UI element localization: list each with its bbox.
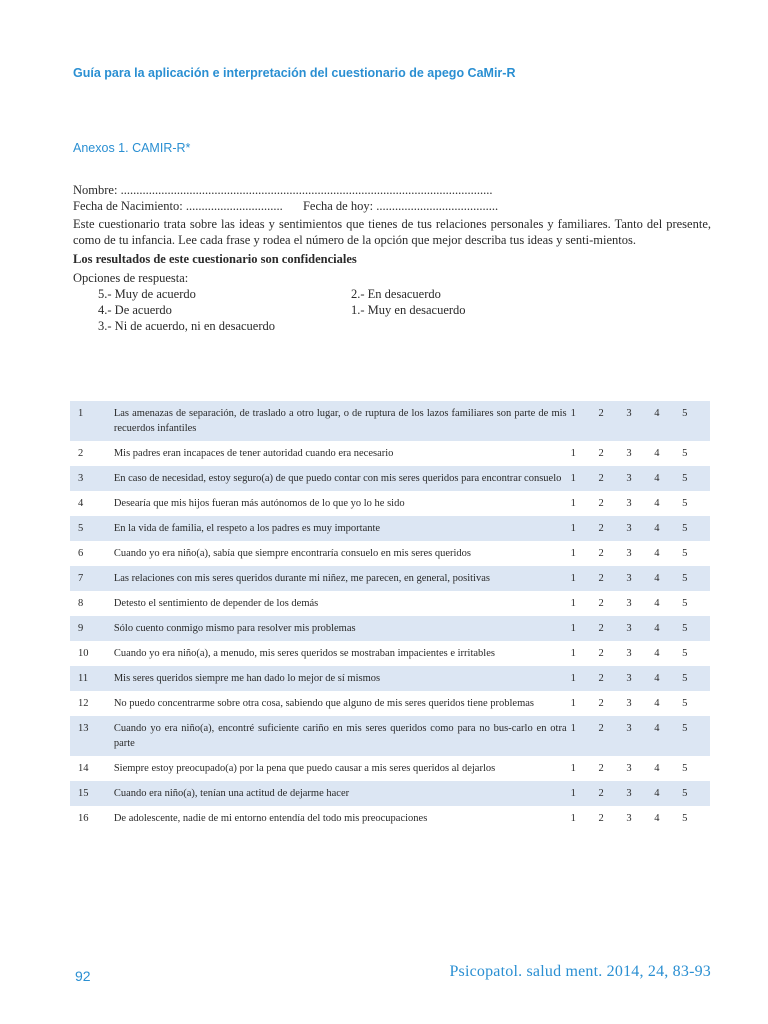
table-row bbox=[70, 806, 710, 831]
response-option-2[interactable]: 2 bbox=[598, 516, 626, 541]
response-option-1[interactable]: 1 bbox=[571, 781, 599, 806]
response-option-2[interactable]: 2 bbox=[598, 648, 604, 659]
item-number: 5 bbox=[70, 516, 114, 541]
response-option-4[interactable]: 4 bbox=[654, 466, 682, 491]
response-option-5[interactable]: 5 bbox=[682, 448, 688, 459]
response-option-1[interactable]: 1 bbox=[570, 598, 576, 609]
item-number: 8 bbox=[78, 598, 84, 609]
birth-date-label: Fecha de Nacimiento: bbox=[73, 199, 183, 213]
response-option-3[interactable]: 3 bbox=[626, 781, 654, 806]
page-number: 92 bbox=[75, 968, 91, 984]
item-number: 14 bbox=[78, 763, 89, 774]
response-option-2[interactable]: 2 bbox=[598, 763, 604, 774]
item-statement: En caso de necesidad, estoy seguro(a) de que puedo contar con mis seres queridos para encontrar consuelo bbox=[114, 466, 571, 491]
response-option-1[interactable]: 1 bbox=[570, 698, 576, 709]
response-option-1[interactable]: 1 bbox=[571, 516, 599, 541]
table-row bbox=[70, 441, 710, 466]
response-option-1[interactable]: 1 bbox=[571, 716, 599, 756]
table-row bbox=[70, 641, 710, 666]
item-number: 11 bbox=[70, 666, 114, 691]
response-option-4[interactable]: 4 bbox=[654, 781, 682, 806]
response-option-5[interactable]: 5 bbox=[682, 813, 688, 824]
response-option-5[interactable]: 5 bbox=[682, 516, 710, 541]
response-option-1[interactable]: 1 bbox=[571, 401, 599, 441]
response-option-4[interactable]: 4 bbox=[654, 548, 660, 559]
item-statement: Cuando yo era niño(a), a menudo, mis seres queridos se mostraban impacientes e irritables bbox=[113, 648, 495, 659]
birth-date-field: ............................... bbox=[185, 199, 283, 213]
response-option-5[interactable]: 5 bbox=[682, 466, 710, 491]
response-option-2[interactable]: 2 bbox=[598, 716, 626, 756]
response-option-3[interactable]: 3 bbox=[626, 466, 654, 491]
options-heading: Opciones de respuesta: bbox=[73, 271, 189, 285]
today-date-label: Fecha de hoy: bbox=[302, 199, 374, 213]
item-statement: Cuando era niño(a), tenían una actitud de dejarme hacer bbox=[114, 781, 571, 806]
item-statement: Sólo cuento conmigo mismo para resolver mis problemas bbox=[114, 616, 571, 641]
response-option-1[interactable]: 1 bbox=[570, 763, 576, 774]
response-option-1[interactable]: 1 bbox=[571, 466, 599, 491]
item-statement: Mis padres eran incapaces de tener autoridad cuando era necesario bbox=[113, 448, 394, 459]
item-statement: En la vida de familia, el respeto a los padres es muy importante bbox=[114, 516, 571, 541]
response-option-3[interactable]: 3 bbox=[626, 616, 654, 641]
option-4: 4.- De acuerdo bbox=[98, 303, 172, 317]
response-option-2[interactable]: 2 bbox=[598, 401, 626, 441]
item-statement: Las relaciones con mis seres queridos durante mi niñez, me parecen, en general, positivas bbox=[114, 566, 571, 591]
item-number: 13 bbox=[70, 716, 114, 756]
instructions: Este cuestionario trata sobre las ideas y sentimientos que tienes de tus relaciones personales y familiares. Tanto del presente, como de tu infancia. Lee cada frase y rodea el número de la opción que mejor describa tus ideas y senti-mientos. bbox=[73, 217, 711, 247]
item-number: 6 bbox=[78, 548, 84, 559]
response-option-5[interactable]: 5 bbox=[682, 781, 710, 806]
table-row bbox=[70, 666, 710, 691]
table-row bbox=[70, 541, 710, 566]
response-options bbox=[73, 286, 711, 336]
table-row bbox=[70, 491, 710, 516]
item-number: 1 bbox=[70, 401, 114, 441]
option-3: 3.- Ni de acuerdo, ni en desacuerdo bbox=[98, 319, 276, 333]
response-option-5[interactable]: 5 bbox=[682, 548, 688, 559]
response-option-3[interactable]: 3 bbox=[626, 698, 632, 709]
response-option-2[interactable]: 2 bbox=[598, 666, 626, 691]
response-option-1[interactable]: 1 bbox=[570, 648, 576, 659]
response-option-4[interactable]: 4 bbox=[654, 598, 660, 609]
response-option-2[interactable]: 2 bbox=[598, 498, 604, 509]
response-option-4[interactable]: 4 bbox=[654, 401, 682, 441]
table-row bbox=[70, 401, 710, 441]
response-option-3[interactable]: 3 bbox=[626, 763, 632, 774]
name-field: ....................................................................................................................... bbox=[120, 183, 493, 197]
items-table bbox=[70, 401, 710, 831]
response-option-5[interactable]: 5 bbox=[682, 648, 688, 659]
response-option-5[interactable]: 5 bbox=[682, 716, 710, 756]
response-option-4[interactable]: 4 bbox=[654, 648, 660, 659]
option-1: 1.- Muy en desacuerdo bbox=[351, 303, 466, 317]
response-option-3[interactable]: 3 bbox=[626, 448, 632, 459]
response-option-2[interactable]: 2 bbox=[598, 448, 604, 459]
table-row bbox=[70, 591, 710, 616]
response-option-4[interactable]: 4 bbox=[654, 666, 682, 691]
item-statement: Mis seres queridos siempre me han dado lo mejor de sí mismos bbox=[114, 666, 571, 691]
response-option-5[interactable]: 5 bbox=[682, 698, 688, 709]
response-option-2[interactable]: 2 bbox=[598, 781, 626, 806]
response-option-1[interactable]: 1 bbox=[570, 813, 576, 824]
response-option-1[interactable]: 1 bbox=[571, 616, 599, 641]
item-number: 9 bbox=[70, 616, 114, 641]
response-option-3[interactable]: 3 bbox=[626, 498, 632, 509]
response-option-3[interactable]: 3 bbox=[626, 566, 654, 591]
option-5: 5.- Muy de acuerdo bbox=[98, 287, 196, 301]
option-2: 2.- En desacuerdo bbox=[351, 287, 441, 301]
response-option-5[interactable]: 5 bbox=[682, 401, 710, 441]
item-statement: Cuando yo era niño(a), sabía que siempre encontraría consuelo en mis seres queridos bbox=[113, 548, 472, 559]
response-option-2[interactable]: 2 bbox=[598, 466, 626, 491]
response-option-4[interactable]: 4 bbox=[654, 698, 660, 709]
response-option-4[interactable]: 4 bbox=[654, 763, 660, 774]
questionnaire-header bbox=[73, 182, 711, 336]
item-number: 12 bbox=[78, 698, 89, 709]
response-option-3[interactable]: 3 bbox=[626, 548, 632, 559]
table-row bbox=[70, 466, 710, 491]
item-statement: Siempre estoy preocupado(a) por la pena que puedo causar a mis seres queridos al dejarlos bbox=[113, 763, 496, 774]
response-option-5[interactable]: 5 bbox=[682, 616, 710, 641]
response-option-2[interactable]: 2 bbox=[598, 548, 604, 559]
table-row bbox=[70, 781, 710, 806]
response-option-3[interactable]: 3 bbox=[626, 813, 632, 824]
running-title: Guía para la aplicación e interpretación del cuestionario de apego CaMir-R bbox=[73, 66, 516, 80]
response-option-5[interactable]: 5 bbox=[682, 566, 710, 591]
response-option-2[interactable]: 2 bbox=[598, 598, 604, 609]
response-option-5[interactable]: 5 bbox=[682, 598, 688, 609]
table-row bbox=[70, 566, 710, 591]
response-option-3[interactable]: 3 bbox=[626, 401, 654, 441]
response-option-1[interactable]: 1 bbox=[571, 566, 599, 591]
response-option-4[interactable]: 4 bbox=[654, 813, 660, 824]
name-label: Nombre: bbox=[73, 183, 118, 197]
response-option-1[interactable]: 1 bbox=[570, 498, 576, 509]
table-row bbox=[70, 516, 710, 541]
response-option-1[interactable]: 1 bbox=[570, 548, 576, 559]
annex-title: Anexos 1. CAMIR-R* bbox=[73, 141, 191, 155]
response-option-4[interactable]: 4 bbox=[654, 498, 660, 509]
response-option-2[interactable]: 2 bbox=[598, 566, 626, 591]
today-date-field: ....................................... bbox=[376, 199, 499, 213]
item-number: 4 bbox=[78, 498, 84, 509]
response-option-5[interactable]: 5 bbox=[682, 498, 688, 509]
table-row bbox=[70, 616, 710, 641]
response-option-3[interactable]: 3 bbox=[626, 516, 654, 541]
item-statement: Las amenazas de separación, de traslado a otro lugar, o de ruptura de los lazos familiares son parte de mis recuerdos infantiles bbox=[114, 401, 571, 441]
response-option-4[interactable]: 4 bbox=[654, 516, 682, 541]
response-option-4[interactable]: 4 bbox=[654, 616, 682, 641]
response-option-4[interactable]: 4 bbox=[654, 448, 660, 459]
response-option-2[interactable]: 2 bbox=[598, 813, 604, 824]
item-number: 16 bbox=[78, 813, 89, 824]
item-number: 10 bbox=[78, 648, 89, 659]
item-statement: De adolescente, nadie de mi entorno entendía del todo mis preocupaciones bbox=[113, 813, 428, 824]
response-option-3[interactable]: 3 bbox=[626, 598, 632, 609]
response-option-2[interactable]: 2 bbox=[598, 616, 626, 641]
name-line bbox=[73, 182, 711, 198]
response-option-4[interactable]: 4 bbox=[654, 566, 682, 591]
confidential-notice: Los resultados de este cuestionario son confidenciales bbox=[73, 252, 357, 266]
response-option-1[interactable]: 1 bbox=[570, 448, 576, 459]
response-option-2[interactable]: 2 bbox=[598, 698, 604, 709]
response-option-5[interactable]: 5 bbox=[682, 763, 688, 774]
item-number: 7 bbox=[70, 566, 114, 591]
table-row bbox=[70, 691, 710, 716]
table-row bbox=[70, 756, 710, 781]
item-number: 3 bbox=[70, 466, 114, 491]
response-option-4[interactable]: 4 bbox=[654, 716, 682, 756]
item-number: 2 bbox=[78, 448, 84, 459]
response-option-3[interactable]: 3 bbox=[626, 716, 654, 756]
response-option-1[interactable]: 1 bbox=[571, 666, 599, 691]
response-option-5[interactable]: 5 bbox=[682, 666, 710, 691]
item-statement: Cuando yo era niño(a), encontré suficiente cariño en mis seres queridos como para no bus-carlo en otra parte bbox=[114, 716, 571, 756]
table-row bbox=[70, 716, 710, 756]
item-number: 15 bbox=[70, 781, 114, 806]
item-statement: Desearía que mis hijos fueran más autónomos de lo que yo lo he sido bbox=[113, 498, 405, 509]
journal-citation: Psicopatol. salud ment. 2014, 24, 83-93 bbox=[449, 963, 711, 980]
dates-line bbox=[73, 198, 711, 214]
item-statement: Detesto el sentimiento de depender de los demás bbox=[113, 598, 319, 609]
response-option-3[interactable]: 3 bbox=[626, 648, 632, 659]
response-option-3[interactable]: 3 bbox=[626, 666, 654, 691]
item-statement: No puedo concentrarme sobre otra cosa, sabiendo que alguno de mis seres queridos tiene problemas bbox=[113, 698, 535, 709]
